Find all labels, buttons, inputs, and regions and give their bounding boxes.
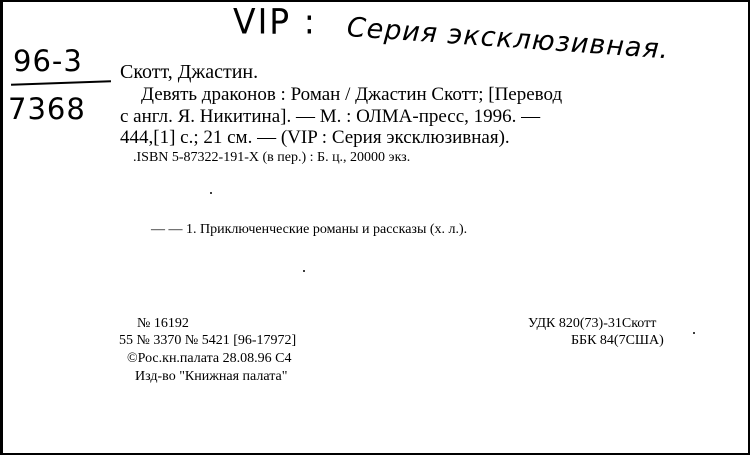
subject-heading: — — 1. Приключенческие романы и рассказы (х. л.). [151, 222, 468, 237]
speck [210, 192, 212, 194]
title-line-2: с англ. Я. Никитина]. — М. : ОЛМА-пресс, 1996. — [120, 106, 541, 127]
handwritten-series-title: VIP : [233, 1, 317, 42]
title-line-1: Девять драконов : Роман / Джастин Скотт; [Перевод [141, 84, 563, 105]
udk-code: УДК 820(73)-31Скотт [528, 316, 657, 331]
chamber-stamp: ©Рос.кн.палата 28.08.96 С4 [127, 351, 292, 366]
isbn-line: .ISBN 5-87322-191-X (в пер.) : Б. ц., 20000 экз. [133, 150, 411, 165]
publisher-line: Изд-во "Книжная палата" [135, 369, 288, 384]
author-heading: Скотт, Джастин. [120, 61, 259, 83]
registration-numbers: 55 № 3370 № 5421 [96-17972] [119, 333, 297, 348]
record-number: № 16192 [137, 316, 189, 331]
handwritten-series-subtitle: Серия эксклюзивная. [345, 12, 671, 66]
speck [303, 270, 305, 272]
shelf-mark-top: 96-3 [13, 44, 83, 78]
shelf-mark-divider [11, 80, 111, 85]
speck [693, 332, 695, 334]
shelf-mark-bottom: 7368 [8, 92, 86, 126]
title-line-3: 444,[1] с.; 21 см. — (VIP : Серия эксклюзивная). [120, 127, 510, 148]
bbk-code: ББК 84(7США) [571, 333, 664, 348]
